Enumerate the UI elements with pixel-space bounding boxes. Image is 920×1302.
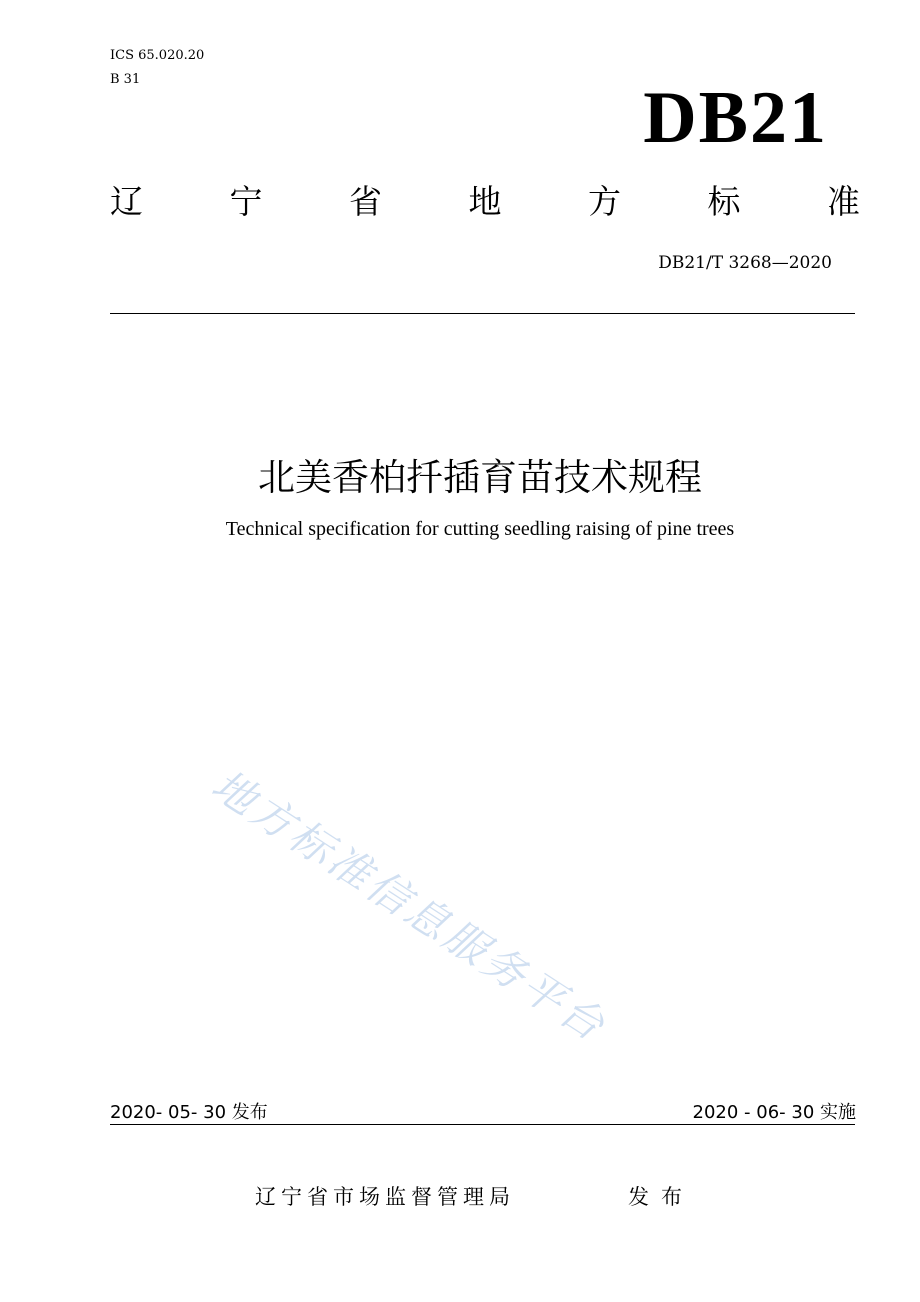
issue-label: 发布 — [628, 1185, 694, 1209]
standard-type-char: 宁 — [229, 182, 263, 221]
ics-code: ICS 65.020.20 — [110, 48, 205, 63]
ccs-code: B 31 — [110, 72, 141, 87]
footer-divider — [110, 1124, 855, 1125]
standard-type — [110, 180, 860, 224]
implementation-date: 2020 - 06- 30 实施 — [692, 1102, 856, 1123]
title-english: Technical specification for cutting seedling raising of pine trees — [225, 518, 735, 540]
standard-number: DB21/T 3268—2020 — [658, 253, 832, 273]
standard-type-char: 准 — [827, 182, 860, 221]
issuing-authority: 辽宁省市场监督管理局 — [255, 1185, 515, 1209]
watermark: 地方标准信息服务平台 — [203, 760, 616, 1052]
title-chinese: 北美香柏扦插育苗技术规程 — [258, 456, 702, 499]
standard-type-char: 地 — [468, 182, 502, 221]
standard-type-char: 方 — [588, 182, 621, 221]
issue-date: 2020- 05- 30 发布 — [110, 1102, 268, 1123]
standard-type-char: 标 — [707, 182, 741, 221]
standard-type-char: 辽 — [110, 182, 143, 221]
header-divider — [110, 313, 855, 314]
standard-code-logo: DB21 — [643, 77, 828, 159]
standard-type-char: 省 — [349, 182, 382, 221]
